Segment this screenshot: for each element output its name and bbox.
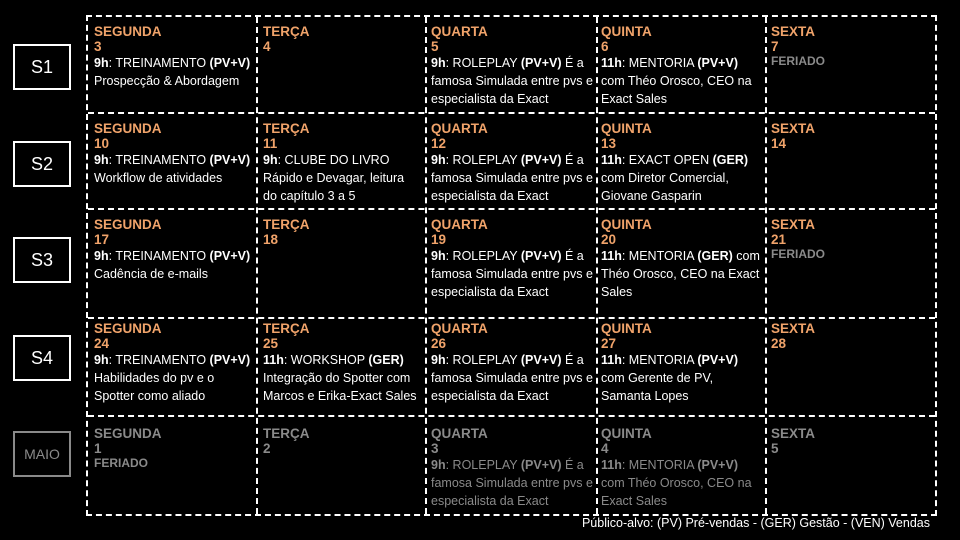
event-line xyxy=(601,90,752,108)
calendar-cell xyxy=(601,321,738,405)
event-text: Prospecção & Abordagem xyxy=(94,74,240,88)
event-text: Spotter como aliado xyxy=(94,389,206,403)
weekday-label: QUINTA xyxy=(601,217,652,232)
holiday-label: FERIADO xyxy=(94,456,148,470)
date-number: 13 xyxy=(601,136,617,151)
date-number: 28 xyxy=(771,336,787,351)
event-line xyxy=(601,247,760,265)
event-audience: (PV+V) xyxy=(209,249,251,263)
row-divider xyxy=(88,112,935,114)
event-text: É a xyxy=(561,249,584,263)
event-text: especialista da Exact xyxy=(431,189,549,203)
calendar-cell xyxy=(601,217,760,301)
calendar-cell xyxy=(94,217,250,283)
event-audience: (PV+V) xyxy=(520,56,562,70)
calendar-cell xyxy=(431,321,593,405)
event-line xyxy=(431,351,593,369)
event-text: : CLUBE DO LIVRO xyxy=(277,153,390,167)
event-line xyxy=(431,492,593,510)
event-text: : TREINAMENTO xyxy=(108,153,210,167)
event-line xyxy=(601,456,752,474)
weekday-label: QUINTA xyxy=(601,321,652,336)
event-time: 11h xyxy=(601,153,622,167)
calendar-cell xyxy=(601,24,752,108)
weekday-label: QUARTA xyxy=(431,121,488,136)
column-divider xyxy=(425,17,427,514)
event-audience: (PV+V) xyxy=(520,153,562,167)
event-line xyxy=(94,151,250,169)
event-audience: (PV+V) xyxy=(209,153,251,167)
event-line xyxy=(601,387,738,405)
event-text: : ROLEPLAY xyxy=(445,458,521,472)
column-divider xyxy=(256,17,258,514)
event-audience: (PV+V) xyxy=(697,458,738,472)
weekday-label: SEGUNDA xyxy=(94,217,162,232)
event-text: É a xyxy=(561,458,584,472)
event-text: com Gerente de PV, xyxy=(601,371,714,385)
weekday-label: SEGUNDA xyxy=(94,24,162,39)
event-text: famosa Simulada entre pvs e xyxy=(431,267,593,281)
calendar-cell xyxy=(771,121,815,151)
weekday-label: SEGUNDA xyxy=(94,321,162,336)
date-number: 26 xyxy=(431,336,447,351)
calendar-cell xyxy=(263,217,310,247)
event-line xyxy=(601,187,748,205)
event-time: 9h xyxy=(431,56,446,70)
event-line xyxy=(263,369,417,387)
weekday-label: TERÇA xyxy=(263,121,310,136)
week-label-maio: MAIO xyxy=(13,431,71,477)
weekday-label: QUARTA xyxy=(431,217,488,232)
event-text: especialista da Exact xyxy=(431,92,549,106)
event-line xyxy=(94,169,250,187)
holiday-label: FERIADO xyxy=(771,247,825,261)
date-number: 12 xyxy=(431,136,447,151)
event-audience: (GER) xyxy=(697,249,733,263)
event-text: Samanta Lopes xyxy=(601,389,689,403)
weekday-label: SEGUNDA xyxy=(94,426,162,441)
event-audience: (PV+V) xyxy=(209,353,251,367)
date-number: 1 xyxy=(94,441,102,456)
event-text: Marcos e Erika-Exact Sales xyxy=(263,389,417,403)
event-line xyxy=(431,474,593,492)
date-number: 10 xyxy=(94,136,110,151)
event-time: 9h xyxy=(263,153,278,167)
event-text: famosa Simulada entre pvs e xyxy=(431,476,593,490)
date-number: 4 xyxy=(263,39,271,54)
week-label-s2: S2 xyxy=(13,141,71,187)
calendar-cell xyxy=(601,121,748,205)
event-text: Giovane Gasparin xyxy=(601,189,702,203)
column-divider xyxy=(596,17,598,514)
date-number: 5 xyxy=(431,39,439,54)
event-text: Habilidades do pv e o xyxy=(94,371,215,385)
row-divider xyxy=(88,208,935,210)
date-number: 20 xyxy=(601,232,617,247)
event-text: especialista da Exact xyxy=(431,285,549,299)
calendar-cell xyxy=(94,321,250,405)
weekday-label: TERÇA xyxy=(263,321,310,336)
calendar-cell xyxy=(263,121,404,205)
week-label-s4: S4 xyxy=(13,335,71,381)
event-text: Integração do Spotter com xyxy=(263,371,411,385)
event-line xyxy=(601,265,760,283)
event-line xyxy=(94,351,250,369)
calendar-cell xyxy=(431,217,593,301)
weekday-label: SEXTA xyxy=(771,121,816,136)
event-line xyxy=(94,265,250,283)
event-line xyxy=(431,456,593,474)
event-text: com xyxy=(732,249,760,263)
event-text: : TREINAMENTO xyxy=(108,353,210,367)
event-line xyxy=(431,90,593,108)
event-audience: (PV+V) xyxy=(697,56,738,70)
date-number: 3 xyxy=(431,441,439,456)
event-line xyxy=(94,369,250,387)
calendar-cell xyxy=(601,426,752,510)
event-line xyxy=(601,351,738,369)
date-number: 19 xyxy=(431,232,447,247)
calendar-cell xyxy=(94,24,250,90)
event-time: 9h xyxy=(431,249,446,263)
audience-legend: Público-alvo: (PV) Pré-vendas - (GER) Gestão - (VEN) Vendas xyxy=(581,516,930,530)
date-number: 4 xyxy=(601,441,609,456)
event-line xyxy=(431,387,593,405)
calendar-cell xyxy=(771,321,815,351)
weekday-label: QUINTA xyxy=(601,121,652,136)
weekday-label: TERÇA xyxy=(263,24,310,39)
event-line xyxy=(431,247,593,265)
calendar-cell xyxy=(431,426,593,510)
event-text: : EXACT OPEN xyxy=(621,153,713,167)
event-line xyxy=(263,151,404,169)
date-number: 2 xyxy=(263,441,271,456)
event-time: 9h xyxy=(94,249,109,263)
event-line xyxy=(431,187,593,205)
event-time: 9h xyxy=(94,153,109,167)
event-text: É a xyxy=(561,153,584,167)
event-time: 11h xyxy=(601,249,622,263)
event-line xyxy=(601,283,760,301)
date-number: 7 xyxy=(771,39,779,54)
date-number: 3 xyxy=(94,39,102,54)
calendar-cell xyxy=(94,121,250,187)
event-text: Exact Sales xyxy=(601,92,668,106)
event-text: do capítulo 3 a 5 xyxy=(263,189,356,203)
event-text: com Théo Orosco, CEO na xyxy=(601,74,752,88)
event-line xyxy=(94,54,250,72)
event-line xyxy=(94,247,250,265)
weekday-label: SEXTA xyxy=(771,426,816,441)
event-line xyxy=(601,474,752,492)
event-time: 9h xyxy=(431,458,446,472)
event-time: 9h xyxy=(431,353,446,367)
event-text: Cadência de e-mails xyxy=(94,267,208,281)
weekday-label: SEXTA xyxy=(771,321,816,336)
date-number: 17 xyxy=(94,232,110,247)
event-line xyxy=(431,265,593,283)
event-text: famosa Simulada entre pvs e xyxy=(431,371,593,385)
event-audience: (PV+V) xyxy=(520,249,562,263)
event-text: Théo Orosco, CEO na Exact xyxy=(601,267,760,281)
calendar-cell xyxy=(771,24,825,68)
date-number: 18 xyxy=(263,232,279,247)
date-number: 14 xyxy=(771,136,787,151)
event-text: : WORKSHOP xyxy=(283,353,369,367)
date-number: 25 xyxy=(263,336,279,351)
event-line xyxy=(263,169,404,187)
event-audience: (GER) xyxy=(368,353,404,367)
event-time: 11h xyxy=(601,353,622,367)
date-number: 11 xyxy=(263,136,278,151)
event-time: 9h xyxy=(94,56,109,70)
event-text: É a xyxy=(561,353,584,367)
date-number: 6 xyxy=(601,39,609,54)
event-text: Sales xyxy=(601,285,633,299)
event-text: : TREINAMENTO xyxy=(108,56,210,70)
weekday-label: QUINTA xyxy=(601,426,652,441)
event-time: 11h xyxy=(601,458,622,472)
row-divider xyxy=(88,415,935,417)
event-line xyxy=(431,283,593,301)
calendar-cell xyxy=(431,121,593,205)
event-text: famosa Simulada entre pvs e xyxy=(431,74,593,88)
holiday-label: FERIADO xyxy=(771,54,825,68)
event-text: Exact Sales xyxy=(601,494,668,508)
event-audience: (PV+V) xyxy=(697,353,738,367)
event-audience: (PV+V) xyxy=(209,56,251,70)
event-line xyxy=(431,169,593,187)
event-audience: (PV+V) xyxy=(520,458,562,472)
event-audience: (GER) xyxy=(712,153,749,167)
date-number: 21 xyxy=(771,232,787,247)
weekday-label: SEGUNDA xyxy=(94,121,162,136)
event-line xyxy=(601,492,752,510)
row-divider xyxy=(88,317,935,319)
event-line xyxy=(601,169,748,187)
event-text: : ROLEPLAY xyxy=(445,153,521,167)
event-line xyxy=(601,54,752,72)
weekday-label: SEXTA xyxy=(771,24,816,39)
calendar-cell xyxy=(94,426,162,470)
calendar-cell xyxy=(263,426,310,456)
event-line xyxy=(263,187,404,205)
event-text: com Diretor Comercial, xyxy=(601,171,729,185)
week-label-s3: S3 xyxy=(13,237,71,283)
event-text: especialista da Exact xyxy=(431,389,549,403)
event-time: 11h xyxy=(601,56,622,70)
event-line xyxy=(94,387,250,405)
date-number: 24 xyxy=(94,336,110,351)
event-text: especialista da Exact xyxy=(431,494,549,508)
weekday-label: QUARTA xyxy=(431,321,488,336)
event-line xyxy=(601,151,748,169)
calendar-cell xyxy=(771,426,815,456)
event-text: : TREINAMENTO xyxy=(108,249,210,263)
event-text: : ROLEPLAY xyxy=(445,56,521,70)
event-text: : MENTORIA xyxy=(621,458,698,472)
event-text: : MENTORIA xyxy=(621,56,698,70)
event-audience: (PV+V) xyxy=(520,353,562,367)
event-text: Rápido e Devagar, leitura xyxy=(263,171,405,185)
week-label-s1: S1 xyxy=(13,44,71,90)
event-line xyxy=(431,369,593,387)
event-text: com Théo Orosco, CEO na xyxy=(601,476,752,490)
date-number: 5 xyxy=(771,441,779,456)
event-text: É a xyxy=(561,56,584,70)
event-time: 11h xyxy=(263,353,284,367)
event-time: 9h xyxy=(94,353,109,367)
weekday-label: QUARTA xyxy=(431,24,488,39)
event-text: : MENTORIA xyxy=(621,249,698,263)
event-time: 9h xyxy=(431,153,446,167)
weekday-label: QUARTA xyxy=(431,426,488,441)
weekday-label: QUINTA xyxy=(601,24,652,39)
column-divider xyxy=(765,17,767,514)
calendar-cell xyxy=(263,321,417,405)
calendar-cell xyxy=(771,217,825,261)
weekday-label: SEXTA xyxy=(771,217,816,232)
event-line xyxy=(431,151,593,169)
event-text: : ROLEPLAY xyxy=(445,249,521,263)
event-line xyxy=(263,351,417,369)
event-text: Workflow de atividades xyxy=(94,171,223,185)
event-line xyxy=(601,72,752,90)
weekday-label: TERÇA xyxy=(263,426,310,441)
date-number: 27 xyxy=(601,336,617,351)
event-line xyxy=(94,72,250,90)
event-text: : MENTORIA xyxy=(621,353,698,367)
event-text: : ROLEPLAY xyxy=(445,353,521,367)
calendar-cell xyxy=(431,24,593,108)
event-line xyxy=(601,369,738,387)
calendar-cell xyxy=(263,24,310,54)
event-line xyxy=(431,54,593,72)
event-line xyxy=(431,72,593,90)
event-line xyxy=(263,387,417,405)
weekday-label: TERÇA xyxy=(263,217,310,232)
event-text: famosa Simulada entre pvs e xyxy=(431,171,593,185)
